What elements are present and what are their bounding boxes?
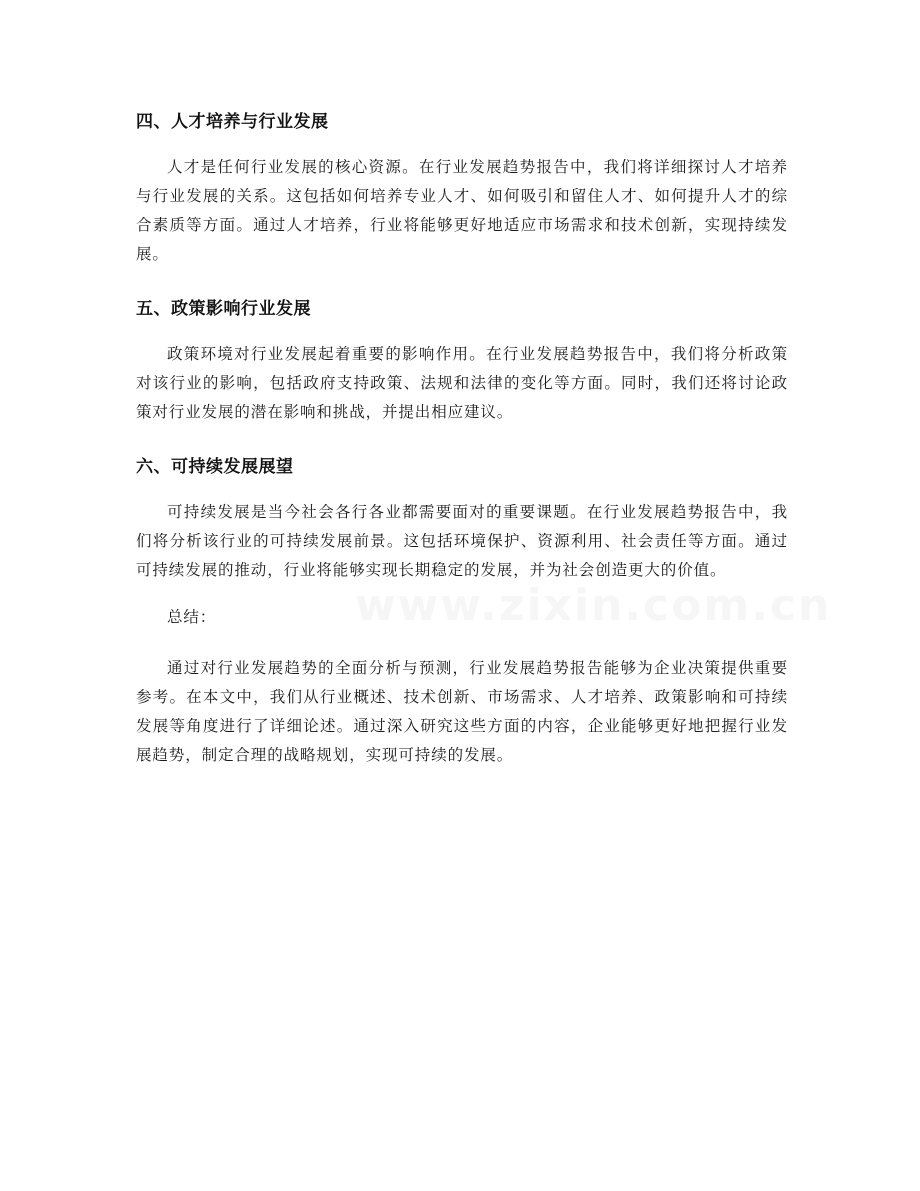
section-heading-talent: 四、人才培养与行业发展 [136,112,329,132]
summary-paragraph: 通过对行业发展趋势的全面分析与预测，行业发展趋势报告能够为企业决策提供重要参考。在本文中，我们从行业概述、技术创新、市场需求、人才培养、政策影响和可持续发展等角度进行了详细论述。通过深入研究这些方面的内容，企业能够更好地把握行业发展趋势，制定合理的战略规划，实现可持续的发展。 [136,659,788,764]
section-heading-policy: 五、政策影响行业发展 [136,299,311,319]
summary-label: 总结： [167,608,217,626]
section-paragraph-sustainability: 可持续发展是当今社会各行各业都需要面对的重要课题。在行业发展趋势报告中，我们将分析该行业的可持续发展前景。这包括环境保护、资源利用、社会责任等方面。通过可持续发展的推动，行业将能够实现长期稳定的发展，并为社会创造更大的价值。 [136,503,788,579]
watermark: www.zixin.com.cn [355,580,832,631]
section-paragraph-talent: 人才是任何行业发展的核心资源。在行业发展趋势报告中，我们将详细探讨人才培养与行业发展的关系。这包括如何培养专业人才、如何吸引和留住人才、如何提升人才的综合素质等方面。通过人才培养，行业将能够更好地适应市场需求和技术创新，实现持续发展。 [136,158,788,263]
document-body [136,108,788,788]
section-heading-sustainability: 六、可持续发展展望 [136,457,294,477]
section-paragraph-policy: 政策环境对行业发展起着重要的影响作用。在行业发展趋势报告中，我们将分析政策对该行业的影响，包括政府支持政策、法规和法律的变化等方面。同时，我们还将讨论政策对行业发展的潜在影响和挑战，并提出相应建议。 [136,345,788,421]
